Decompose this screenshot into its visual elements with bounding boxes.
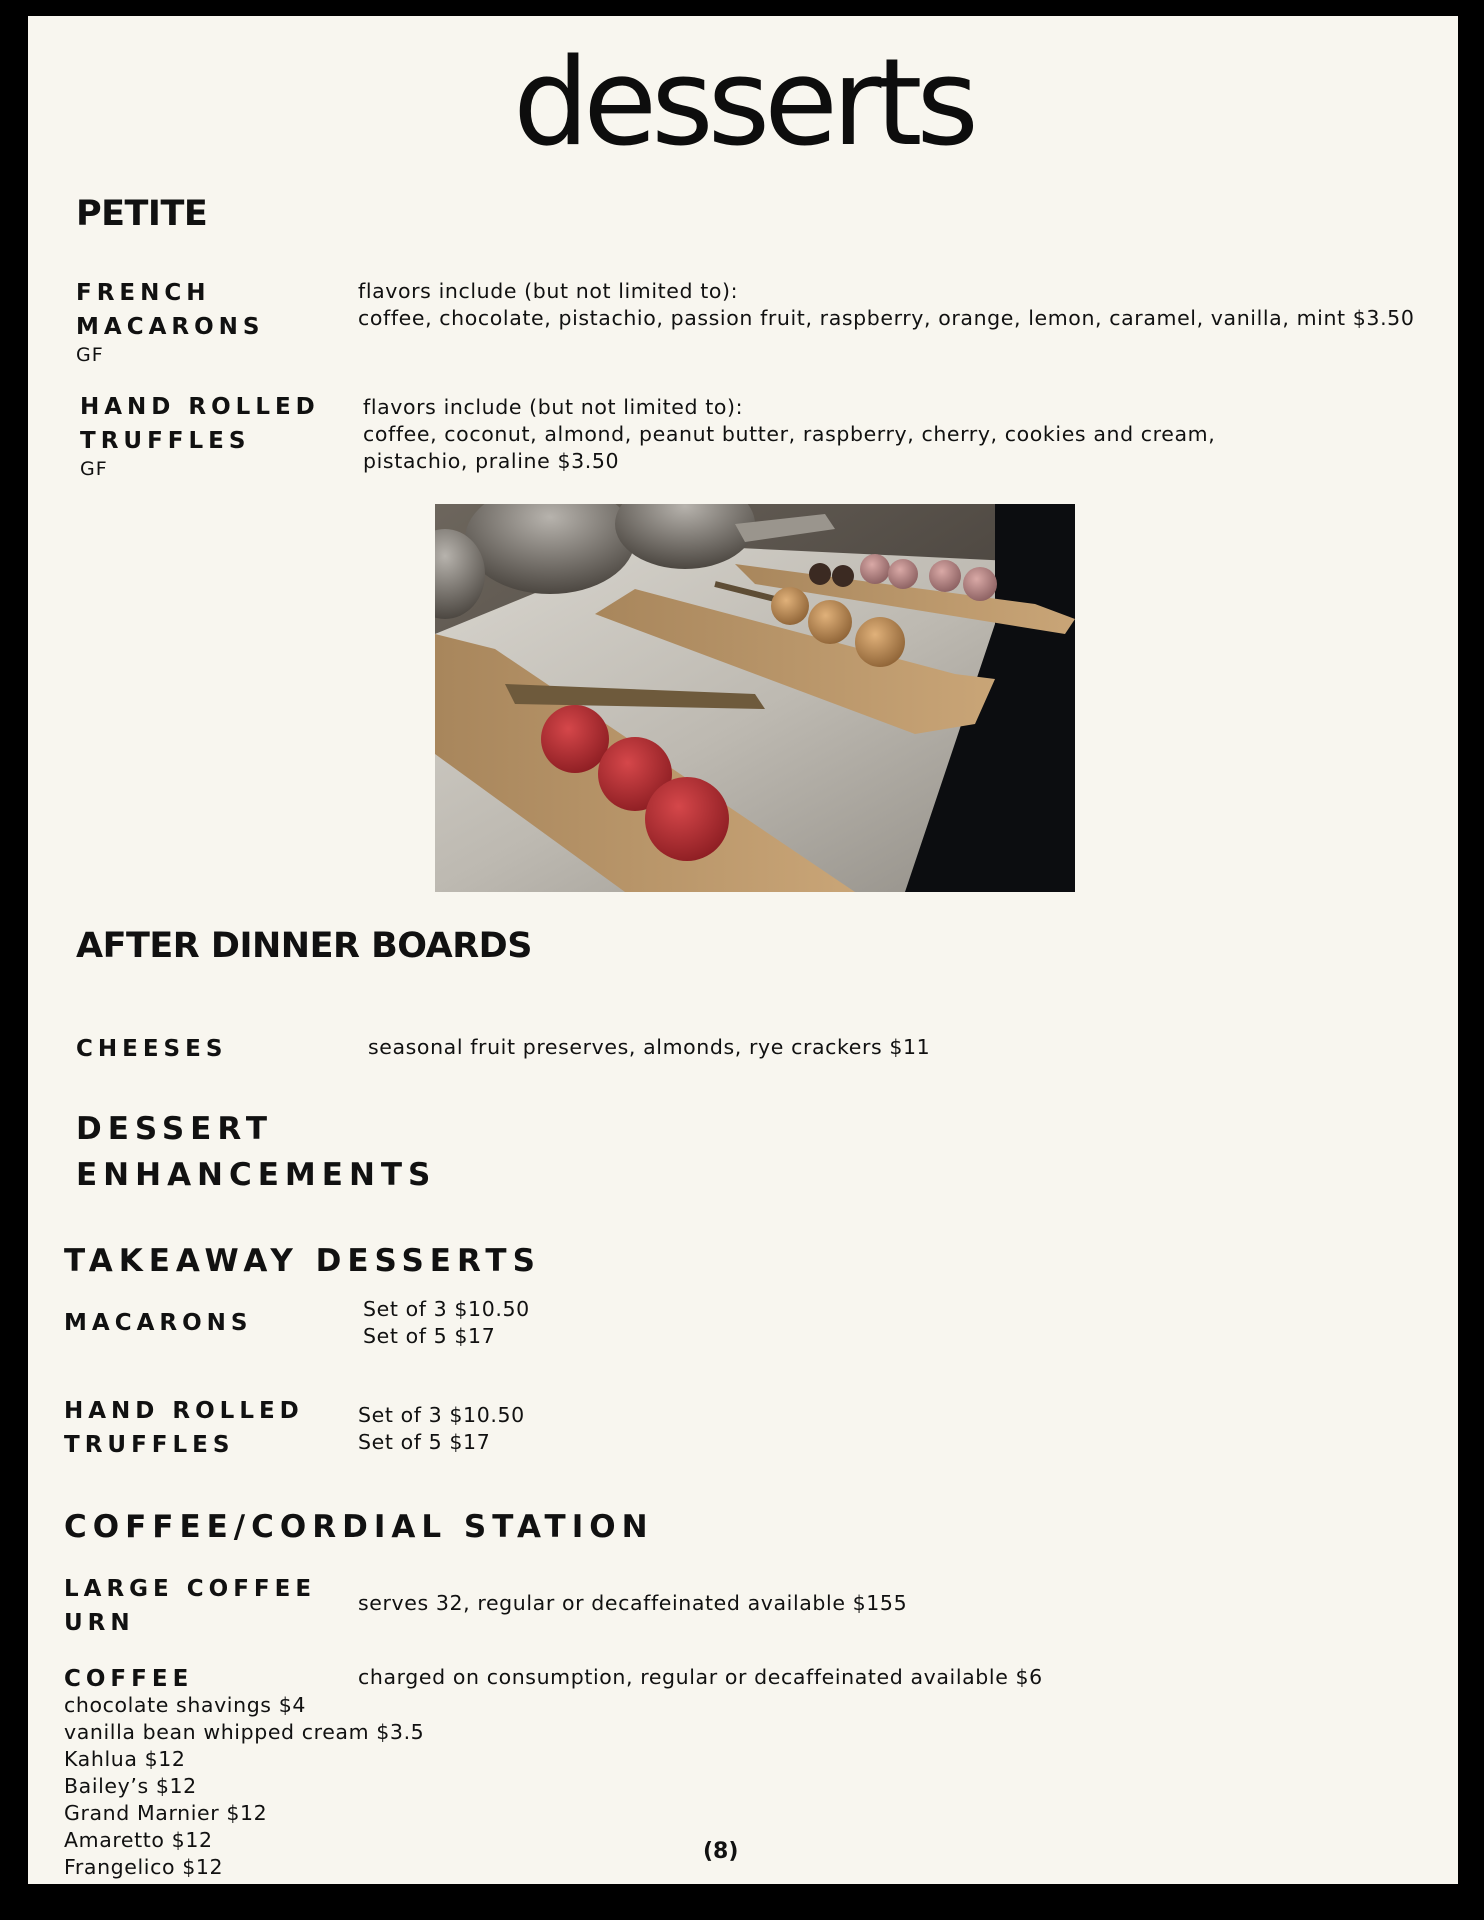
desc-line: coffee, coconut, almond, peanut butter, raspberry, cherry, cookies and cream, <box>363 422 1216 446</box>
name-line: LARGE COFFEE <box>64 1576 317 1602</box>
menu-item-desc-coffee: charged on consumption, regular or decaffeinated available $6 <box>358 1665 1043 1689</box>
menu-item-desc-takeaway-macarons <box>363 1296 530 1350</box>
addon-item: Grand Marnier $12 <box>64 1801 268 1825</box>
heading-line: ENHANCEMENTS <box>76 1157 437 1193</box>
addon-item: Bailey’s $12 <box>64 1774 197 1798</box>
page-title: desserts <box>513 34 973 173</box>
addon-item: vanilla bean whipped cream $3.5 <box>64 1720 425 1744</box>
desc-line: Set of 5 $17 <box>363 1324 496 1348</box>
desc-line: flavors include (but not limited to): <box>358 279 739 303</box>
name-line: HAND ROLLED <box>64 1398 304 1424</box>
addon-item: Frangelico $12 <box>64 1855 224 1879</box>
desc-line: Set of 3 $10.50 <box>358 1403 525 1427</box>
section-heading-takeaway-desserts: TAKEAWAY DESSERTS <box>64 1243 541 1279</box>
section-heading-petite: PETITE <box>76 194 208 234</box>
coffee-addons-list <box>64 1692 424 1881</box>
name-line: MACARONS <box>64 1310 253 1336</box>
addon-item: chocolate shavings $4 <box>64 1693 306 1717</box>
menu-item-desc-large-coffee-urn: serves 32, regular or decaffeinated available $155 <box>358 1591 908 1615</box>
desc-line: pistachio, praline $3.50 <box>363 449 620 473</box>
gluten-free-tag: GF <box>76 344 104 366</box>
addon-item: Amaretto $12 <box>64 1828 213 1852</box>
name-line: TRUFFLES <box>80 428 251 454</box>
section-heading-after-dinner-boards: AFTER DINNER BOARDS <box>76 926 532 966</box>
menu-item-name-coffee: COFFEE <box>64 1666 194 1692</box>
menu-page <box>28 16 1458 1884</box>
section-heading-coffee-cordial-station: COFFEE/CORDIAL STATION <box>64 1509 654 1545</box>
section-heading-dessert-enhancements <box>76 1106 436 1198</box>
page-number: (8) <box>703 1839 739 1864</box>
name-line: TRUFFLES <box>64 1432 235 1458</box>
menu-item-name-large-coffee-urn <box>64 1572 316 1640</box>
menu-item-name-hand-rolled-truffles <box>80 390 320 480</box>
menu-item-desc-hand-rolled-truffles <box>363 394 1215 475</box>
menu-item-desc-french-macarons <box>358 278 1414 332</box>
menu-item-desc-takeaway-truffles <box>358 1402 525 1456</box>
menu-item-desc-cheeses: seasonal fruit preserves, almonds, rye crackers $11 <box>368 1035 931 1059</box>
menu-item-name-takeaway-truffles <box>64 1394 304 1462</box>
name-line: HAND ROLLED <box>80 394 320 420</box>
name-line: MACARONS <box>76 314 265 340</box>
desc-line: Set of 5 $17 <box>358 1430 491 1454</box>
desc-line: flavors include (but not limited to): <box>363 395 744 419</box>
truffles-photo <box>435 504 1075 892</box>
menu-item-name-takeaway-macarons <box>64 1306 252 1340</box>
heading-line: DESSERT <box>76 1111 273 1147</box>
desc-line: Set of 3 $10.50 <box>363 1297 530 1321</box>
name-line: FRENCH <box>76 280 211 306</box>
menu-item-name-cheeses: CHEESES <box>76 1036 228 1062</box>
gluten-free-tag: GF <box>80 458 108 480</box>
name-line: URN <box>64 1610 135 1636</box>
addon-item: Kahlua $12 <box>64 1747 186 1771</box>
menu-item-name-french-macarons <box>76 276 264 366</box>
desc-line: coffee, chocolate, pistachio, passion fruit, raspberry, orange, lemon, caramel, vanilla, mint $3.50 <box>358 306 1415 330</box>
